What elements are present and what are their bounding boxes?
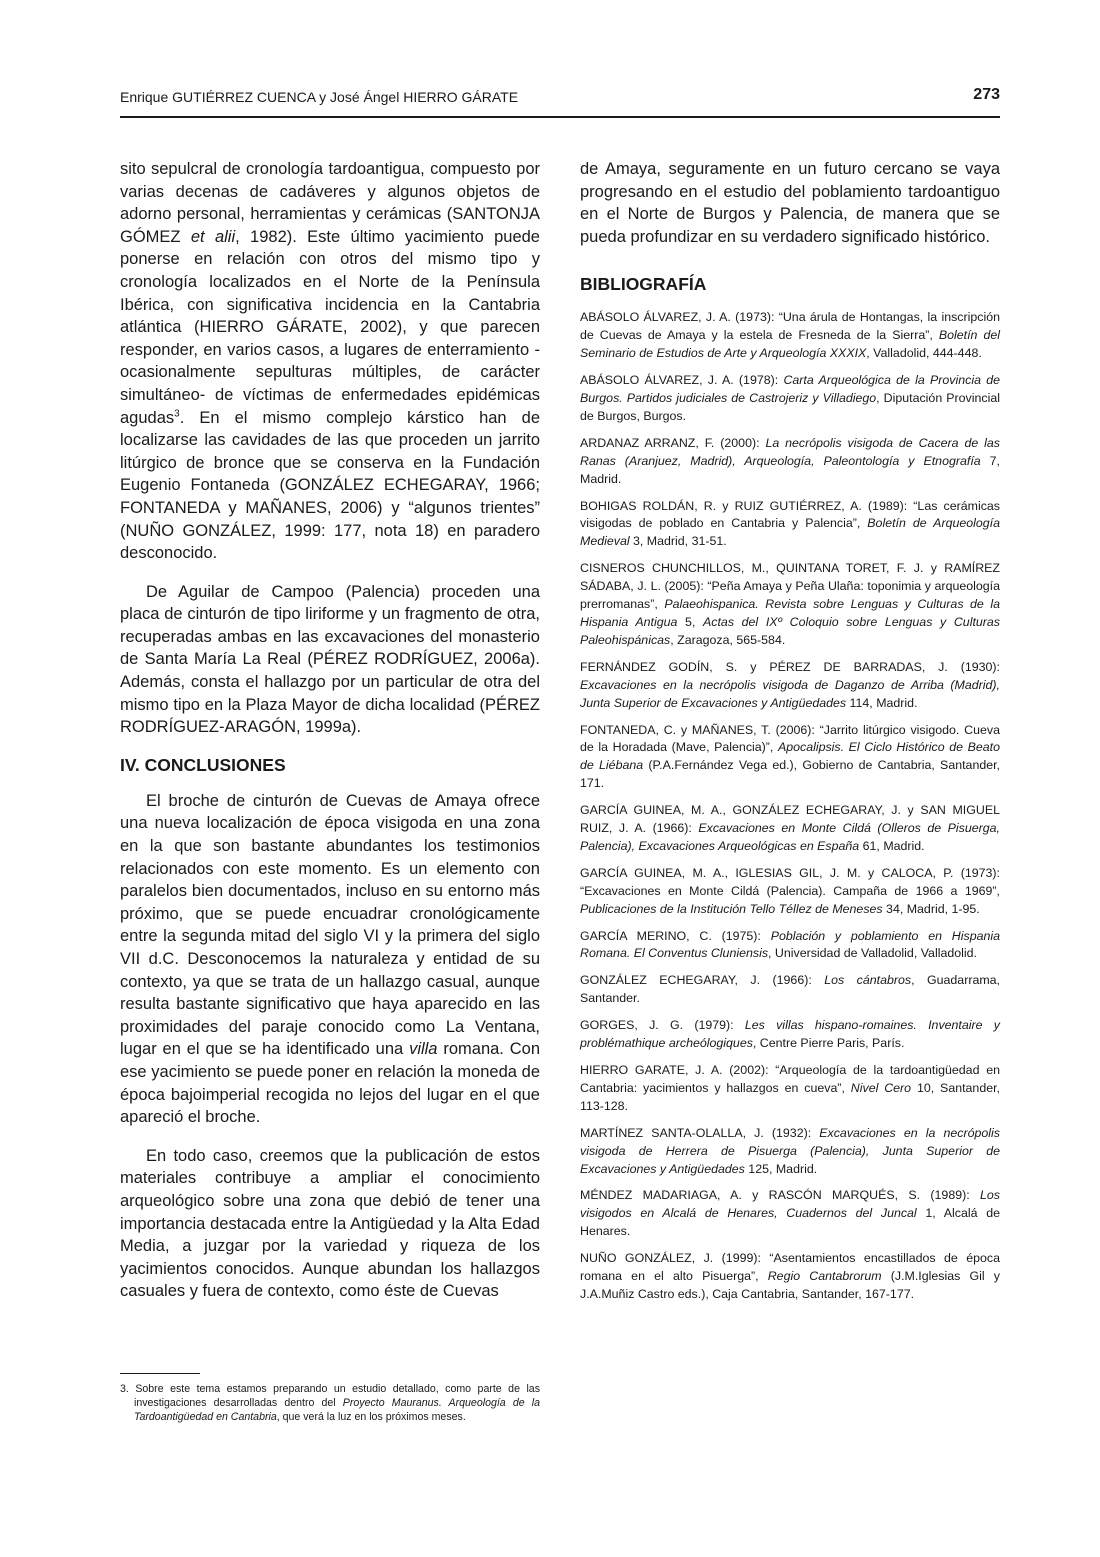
bib-italic: Población y poblamiento en Hispania Romana. El Conventus Cluniensis xyxy=(580,928,1001,961)
bibliography-entry xyxy=(580,372,1000,426)
bibliography-entry xyxy=(580,1250,1000,1304)
footnote-italic: Proyecto Mauranus. Arqueología de la Tardoantigüedad en Cantabria xyxy=(134,1397,541,1423)
paragraph-1-italic: et alii xyxy=(190,227,236,246)
bib-text: GONZÁLEZ ECHEGARAY, J. (1966): xyxy=(580,973,825,988)
bibliography-entry xyxy=(580,498,1000,552)
bib-italic: Actas del IXº Coloquio sobre Lenguas y Culturas Paleohispánicas xyxy=(580,614,1000,647)
bib-italic: Boletín del Seminario de Estudios de Arte y Arqueología XXXIX xyxy=(580,328,1000,361)
bib-text: , Valladolid, 444-448. xyxy=(866,346,982,361)
bibliography-entry xyxy=(580,1062,1000,1116)
bibliography-entry xyxy=(580,972,1000,1008)
bib-text: FERNÁNDEZ GODÍN, S. y PÉREZ DE BARRADAS, J. (1930): xyxy=(580,659,1000,674)
bib-text: (P.A.Fernández Vega ed.), Gobierno de Cantabria, Santander, 171. xyxy=(580,758,1000,791)
bib-text: CISNEROS CHUNCHILLOS, M., QUINTANA TORET, F. J. y RAMÍREZ SÁDABA, J. L. (2005): “Peña Amaya y Peña Ulaña: toponimia y arqueología prerromanas”, xyxy=(580,561,1000,612)
bibliography-list xyxy=(580,309,1000,1304)
bib-italic: Excavaciones en la necrópolis visigoda de Daganzo de Arriba (Madrid), Junta Superior de Excavaciones y Antigüedades xyxy=(580,677,1000,710)
bib-italic: Excavaciones en la necrópolis visigoda de Herrera de Pisuerga (Palencia), Junta Superior de Excavaciones y Antigüedades xyxy=(580,1125,1000,1176)
bibliography-entry xyxy=(580,1187,1000,1241)
paragraph-continuation: de Amaya, seguramente en un futuro cercano se vaya progresando en el estudio del poblamiento tardoantiguo en el Norte de Burgos y Palencia, de manera que se pueda profundizar en su verdadero significado histórico. xyxy=(580,160,1000,246)
bib-text: HIERRO GARATE, J. A. (2002): “Arqueología de la tardoantigüedad en Cantabria: yacimientos y hallazgos en cueva”, xyxy=(580,1063,1000,1095)
bib-text: 5, xyxy=(677,614,704,629)
bib-text: ABÁSOLO ÁLVAREZ, J. A. (1973): “Una árula de Hontangas, la inscripción de Cuevas de Amaya y la estela de Fresneda de la Sierra”, xyxy=(580,310,1000,343)
bib-text: , Guadarrama, Santander. xyxy=(580,973,1000,1006)
running-header xyxy=(120,86,1000,118)
bib-text: , Diputación Provincial de Burgos, Burgos. xyxy=(580,391,1000,423)
bib-text: 7, Madrid. xyxy=(580,453,1000,486)
bib-italic: Carta Arqueológica de la Provincia de Burgos. Partidos judiciales de Castrojeriz y Villadiego xyxy=(580,373,1000,405)
bibliography-entry xyxy=(580,1017,1000,1053)
bibliography-entry xyxy=(580,722,1000,794)
bib-text: MARTÍNEZ SANTA-OLALLA, J. (1932): xyxy=(580,1125,820,1140)
footnote-marker: 3 xyxy=(174,408,180,420)
bib-text: 3, Madrid, 31-51. xyxy=(629,534,727,549)
bibliography-entry xyxy=(580,1125,1000,1179)
bib-text: GARCÍA GUINEA, M. A., GONZÁLEZ ECHEGARAY, J. y SAN MIGUEL RUIZ, J. A. (1966): xyxy=(580,803,1000,836)
paragraph-3-italic: villa xyxy=(409,1040,438,1059)
bib-text: (J.M.Iglesias Gil y J.A.Muñiz Castro eds.), Caja Cantabria, Santander, 167-177. xyxy=(580,1269,1000,1301)
right-column xyxy=(580,158,1000,1313)
bib-text: MÉNDEZ MADARIAGA, A. y RASCÓN MARQUÉS, S. (1989): xyxy=(580,1188,981,1203)
bib-italic: La necrópolis visigoda de Cacera de las Ranas (Aranjuez, Madrid), Arqueología, Paleontología y Etnografía xyxy=(580,435,1000,468)
bib-text: BOHIGAS ROLDÁN, R. y RUIZ GUTIÉRREZ, A. (1989): “Las cerámicas visigodas de poblado en Cantabria y Palencia”, xyxy=(580,498,1000,531)
bibliography-entry xyxy=(580,865,1000,919)
bib-italic: Regio Cantabrorum xyxy=(767,1269,882,1284)
bib-italic: Los visigodos en Alcalá de Henares, Cuadernos del Juncal xyxy=(580,1188,1000,1221)
bib-text: 34, Madrid, 1-95. xyxy=(882,901,980,916)
bib-italic: Apocalipsis. El Ciclo Histórico de Beato de Liébana xyxy=(580,740,1000,773)
bibliography-entry xyxy=(580,802,1000,856)
footnote-3 xyxy=(120,1382,540,1424)
header-authors: Enrique GUTIÉRREZ CUENCA y José Ángel HIERRO GÁRATE xyxy=(120,89,519,105)
bibliography-entry xyxy=(580,435,1000,489)
bib-text: 61, Madrid. xyxy=(859,838,925,853)
bib-text: ARDANAZ ARRANZ, F. (2000): xyxy=(580,435,766,450)
paragraph-3 xyxy=(120,790,540,1129)
bib-text: 10, Santander, 113-128. xyxy=(580,1080,1000,1113)
bib-text: 114, Madrid. xyxy=(846,695,918,710)
footnote-rule xyxy=(120,1373,200,1374)
bib-text: GARCÍA GUINEA, M. A., IGLESIAS GIL, J. M. y CALOCA, P. (1973): “Excavaciones en Monte Cildá (Palencia). Campaña de 1966 a 1969”, xyxy=(580,865,1000,898)
paragraph-1-text-a: sito sepulcral de cronología tardoantigua, compuesto por varias decenas de cadáveres y algunos objetos de adorno personal, herramientas y cerámicas (SANTONJA GÓMEZ xyxy=(120,160,540,246)
page-number: 273 xyxy=(973,86,1000,103)
paragraph-3-text-a: El broche de cinturón de Cuevas de Amaya ofrece una nueva localización de época visigoda en una zona en la que son bastante abundantes los testimonios relacionados con este momento. Es un elemento con paralelos bien documentados, incluso en su entorno más próximo, que se puede encuadrar cronológicamente entre la segunda mitad del siglo VI y la primera del siglo VII d.C. Desconocemos la naturaleza y entidad de su contexto, ya que se trata de un hallazgo casual, aunque resulta bastante significativo que haya aparecido en las proximidades del paraje conocido como La Ventana, lugar en el que se ha identificado una xyxy=(120,791,540,1059)
section-heading-bibliografia: BIBLIOGRAFÍA xyxy=(580,274,707,295)
paragraph-3-text-b: romana. Con ese yacimiento se puede poner en relación la moneda de época bajoimperial recogida no lejos del lugar en el que apareció el broche. xyxy=(120,1040,541,1127)
bib-text: GARCÍA MERINO, C. (1975): xyxy=(580,928,771,943)
bib-italic: Palaeohispanica. Revista sobre Lenguas y Culturas de la Hispania Antigua xyxy=(580,597,1000,629)
bib-italic: Los cántabros xyxy=(824,973,912,988)
left-column xyxy=(120,158,540,1319)
bib-italic: Nivel Cero xyxy=(850,1080,912,1095)
footnote-text-a: 3. Sobre este tema estamos preparando un estudio detallado, como parte de las investigaciones desarrolladas dentro del xyxy=(120,1383,540,1409)
bibliography-entry xyxy=(580,659,1000,713)
bib-italic: Les villas hispano-romaines. Inventaire y problémathique archeólogiques xyxy=(580,1018,1000,1051)
paragraph-1 xyxy=(120,158,540,565)
bib-italic: Publicaciones de la Institución Tello Téllez de Meneses xyxy=(580,901,883,916)
footnote-text-b: , que verá la luz en los próximos meses. xyxy=(276,1411,466,1423)
bib-text: , Zaragoza, 565-584. xyxy=(670,632,786,647)
bib-text: NUÑO GONZÁLEZ, J. (1999): “Asentamientos encastillados de época romana en el alto Pisuerga”, xyxy=(580,1251,1000,1284)
bib-italic: Excavaciones en Monte Cildá (Olleros de Pisuerga, Palencia), Excavaciones Arqueológicas en España xyxy=(580,821,1001,853)
bib-italic: Boletín de Arqueología Medieval xyxy=(580,516,1001,549)
bib-text: GORGES, J. G. (1979): xyxy=(580,1018,745,1033)
bibliography-entry xyxy=(580,309,1000,363)
bibliography-entry xyxy=(580,928,1000,964)
bibliography-entry xyxy=(580,560,1000,650)
paragraph-1-text-b: , 1982). Este último yacimiento puede ponerse en relación con otros del mismo tipo y cronología localizados en el Norte de la Península Ibérica, con significativa incidencia en la Cantabria atlántica (HIERRO GÁRATE, 2002), y que parecen responder, en varios casos, a lugares de enterramiento -ocasionalmente sepulturas múltiples, de carácter simultáneo- de víctimas de enfermedades epidémicas agudas xyxy=(120,227,540,427)
bib-text: , Centre Pierre Paris, París. xyxy=(752,1036,905,1051)
bib-text: 125, Madrid. xyxy=(744,1161,818,1176)
bib-text: ABÁSOLO ÁLVAREZ, J. A. (1978): xyxy=(580,373,784,388)
bib-text: , Universidad de Valladolid, Valladolid. xyxy=(768,946,977,961)
paragraph-1-text-c: . En el mismo complejo kárstico han de localizarse las cavidades de las que proceden un jarrito litúrgico de bronce que se conserva en la Fundación Eugenio Fontaneda (GONZÁLEZ ECHEGARAY, 1966; FONTANEDA y MAÑANES, 2006) y “algunos trientes” (NUÑO GONZÁLEZ, 1999: 177, nota 18) en paradero desconocido. xyxy=(120,408,540,563)
section-heading-conclusiones: IV. CONCLUSIONES xyxy=(120,754,286,775)
bib-text: FONTANEDA, C. y MAÑANES, T. (2006): “Jarrito litúrgico visigodo. Cueva de la Horadada (Mave, Palencia)”, xyxy=(580,722,1000,755)
paragraph-4: En todo caso, creemos que la publicación de estos materiales contribuye a ampliar el conocimiento arqueológico sobre una zona que debió de tener una importancia destacada entre la Antigüedad y la Alta Edad Media, a juzgar por la variedad y riqueza de los yacimientos conocidos. Aunque abundan los hallazgos casuales y fuera de contexto, como éste de Cuevas xyxy=(120,1146,540,1301)
bib-text: 1, Alcalá de Henares. xyxy=(580,1206,1000,1239)
paragraph-2: De Aguilar de Campoo (Palencia) proceden una placa de cinturón de tipo liriforme y un fragmento de otra, recuperadas ambas en las excavaciones del monasterio de Santa María La Real (PÉREZ RODRÍGUEZ, 2006a). Además, consta el hallazgo por un particular de otra del mismo tipo en la Plaza Mayor de dicha localidad (PÉREZ RODRÍGUEZ-ARAGÓN, 1999a). xyxy=(120,582,540,737)
